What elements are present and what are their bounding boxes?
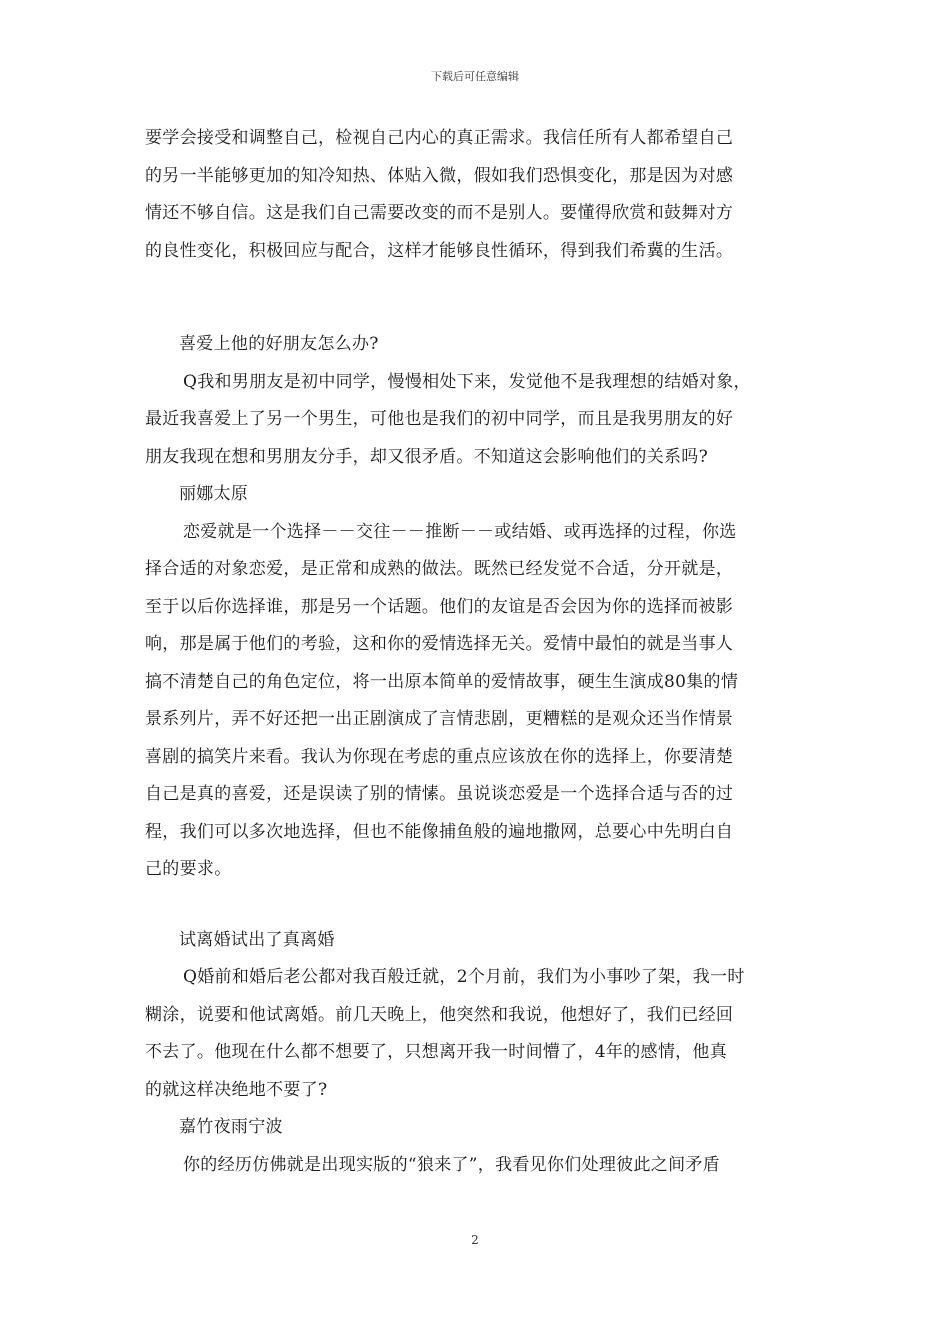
answer-line: 搞不清楚自己的角色定位，将一出原本简单的爱情故事，硬生生演成80集的情 [145, 671, 739, 692]
question-line: Q婚前和婚后老公都对我百般迁就，2个月前，我们为小事吵了架，我一时 [183, 967, 745, 987]
page-number: 2 [471, 1233, 479, 1247]
answer-line: 自己是真的喜爱，还是误读了别的情愫。虽说谈恋爱是一个选择合适与否的过 [145, 784, 734, 804]
text-line: 情还不够自信。这是我们自己需要改变的而不是别人。要懂得欣赏和鼓舞对方 [145, 203, 734, 223]
paragraph-1 [145, 120, 810, 270]
question-line: Q我和男朋友是初中同学，慢慢相处下来，发觉他不是我理想的结婚对象， [183, 371, 751, 392]
question-line: 糊涂，说要和他试离婚。前几天晚上，他突然和我说，他想好了，我们已经回 [145, 1004, 734, 1025]
section-2 [145, 922, 810, 1185]
answer-line: 景系列片，弄不好还把一出正剧演成了言情悲剧，更糟糕的是观众还当作情景 [145, 709, 734, 729]
text-line: 要学会接受和调整自己，检视自己内心的真正需求。我信任所有人都希望自己 [145, 128, 734, 148]
section-1 [145, 326, 810, 889]
text-line: 的良性变化，积极回应与配合，这样才能够良性循环，得到我们希冀的生活。 [145, 240, 734, 261]
section-title: 喜爱上他的好朋友怎么办? [179, 334, 379, 354]
answer-line: 己的要求。 [145, 859, 232, 879]
author-name: 丽娜太原 [179, 484, 249, 504]
question-line: 的就这样决绝地不要了? [145, 1079, 328, 1100]
answer-line: 恋爱就是一个选择－－交往－－推断－－或结婚、或再选择的过程，你选 [183, 521, 737, 542]
answer-line: 响，那是属于他们的考验，这和你的爱情选择无关。爱情中最怕的就是当事人 [145, 634, 734, 654]
question-line: 不去了。他现在什么都不想要了，只想离开我一时间懵了，4年的感情，他真 [145, 1042, 728, 1062]
answer-line: 至于以后你选择谁，那是另一个话题。他们的友谊是否会因为你的选择而被影 [145, 596, 734, 617]
section-title: 试离婚试出了真离婚 [179, 929, 335, 950]
question-line: 朋友我现在想和男朋友分手，却又很矛盾。不知道这会影响他们的关系吗? [145, 446, 709, 467]
answer-line: 程，我们可以多次地选择，但也不能像捕鱼般的遍地撒网，总要心中先明白自 [145, 821, 734, 842]
question-line: 最近我喜爱上了另一个男生，可他也是我们的初中同学，而且是我男朋友的好 [145, 409, 734, 429]
text-line: 的另一半能够更加的知冷知热、体贴入微，假如我们恐惧变化，那是因为对感 [145, 165, 734, 186]
answer-line: 择合适的对象恋爱，是正常和成熟的做法。既然已经发觉不合适，分开就是， [145, 559, 734, 579]
page-header: 下载后可任意编辑 [431, 70, 519, 83]
answer-line: 你的经历仿佛就是出现实版的“狼来了”，我看见你们处理彼此之间矛盾 [183, 1154, 720, 1175]
answer-line: 喜剧的搞笑片来看。我认为你现在考虑的重点应该放在你的选择上，你要清楚 [145, 746, 734, 767]
author-name: 嘉竹夜雨宁波 [179, 1117, 283, 1137]
document-body [145, 120, 810, 1184]
